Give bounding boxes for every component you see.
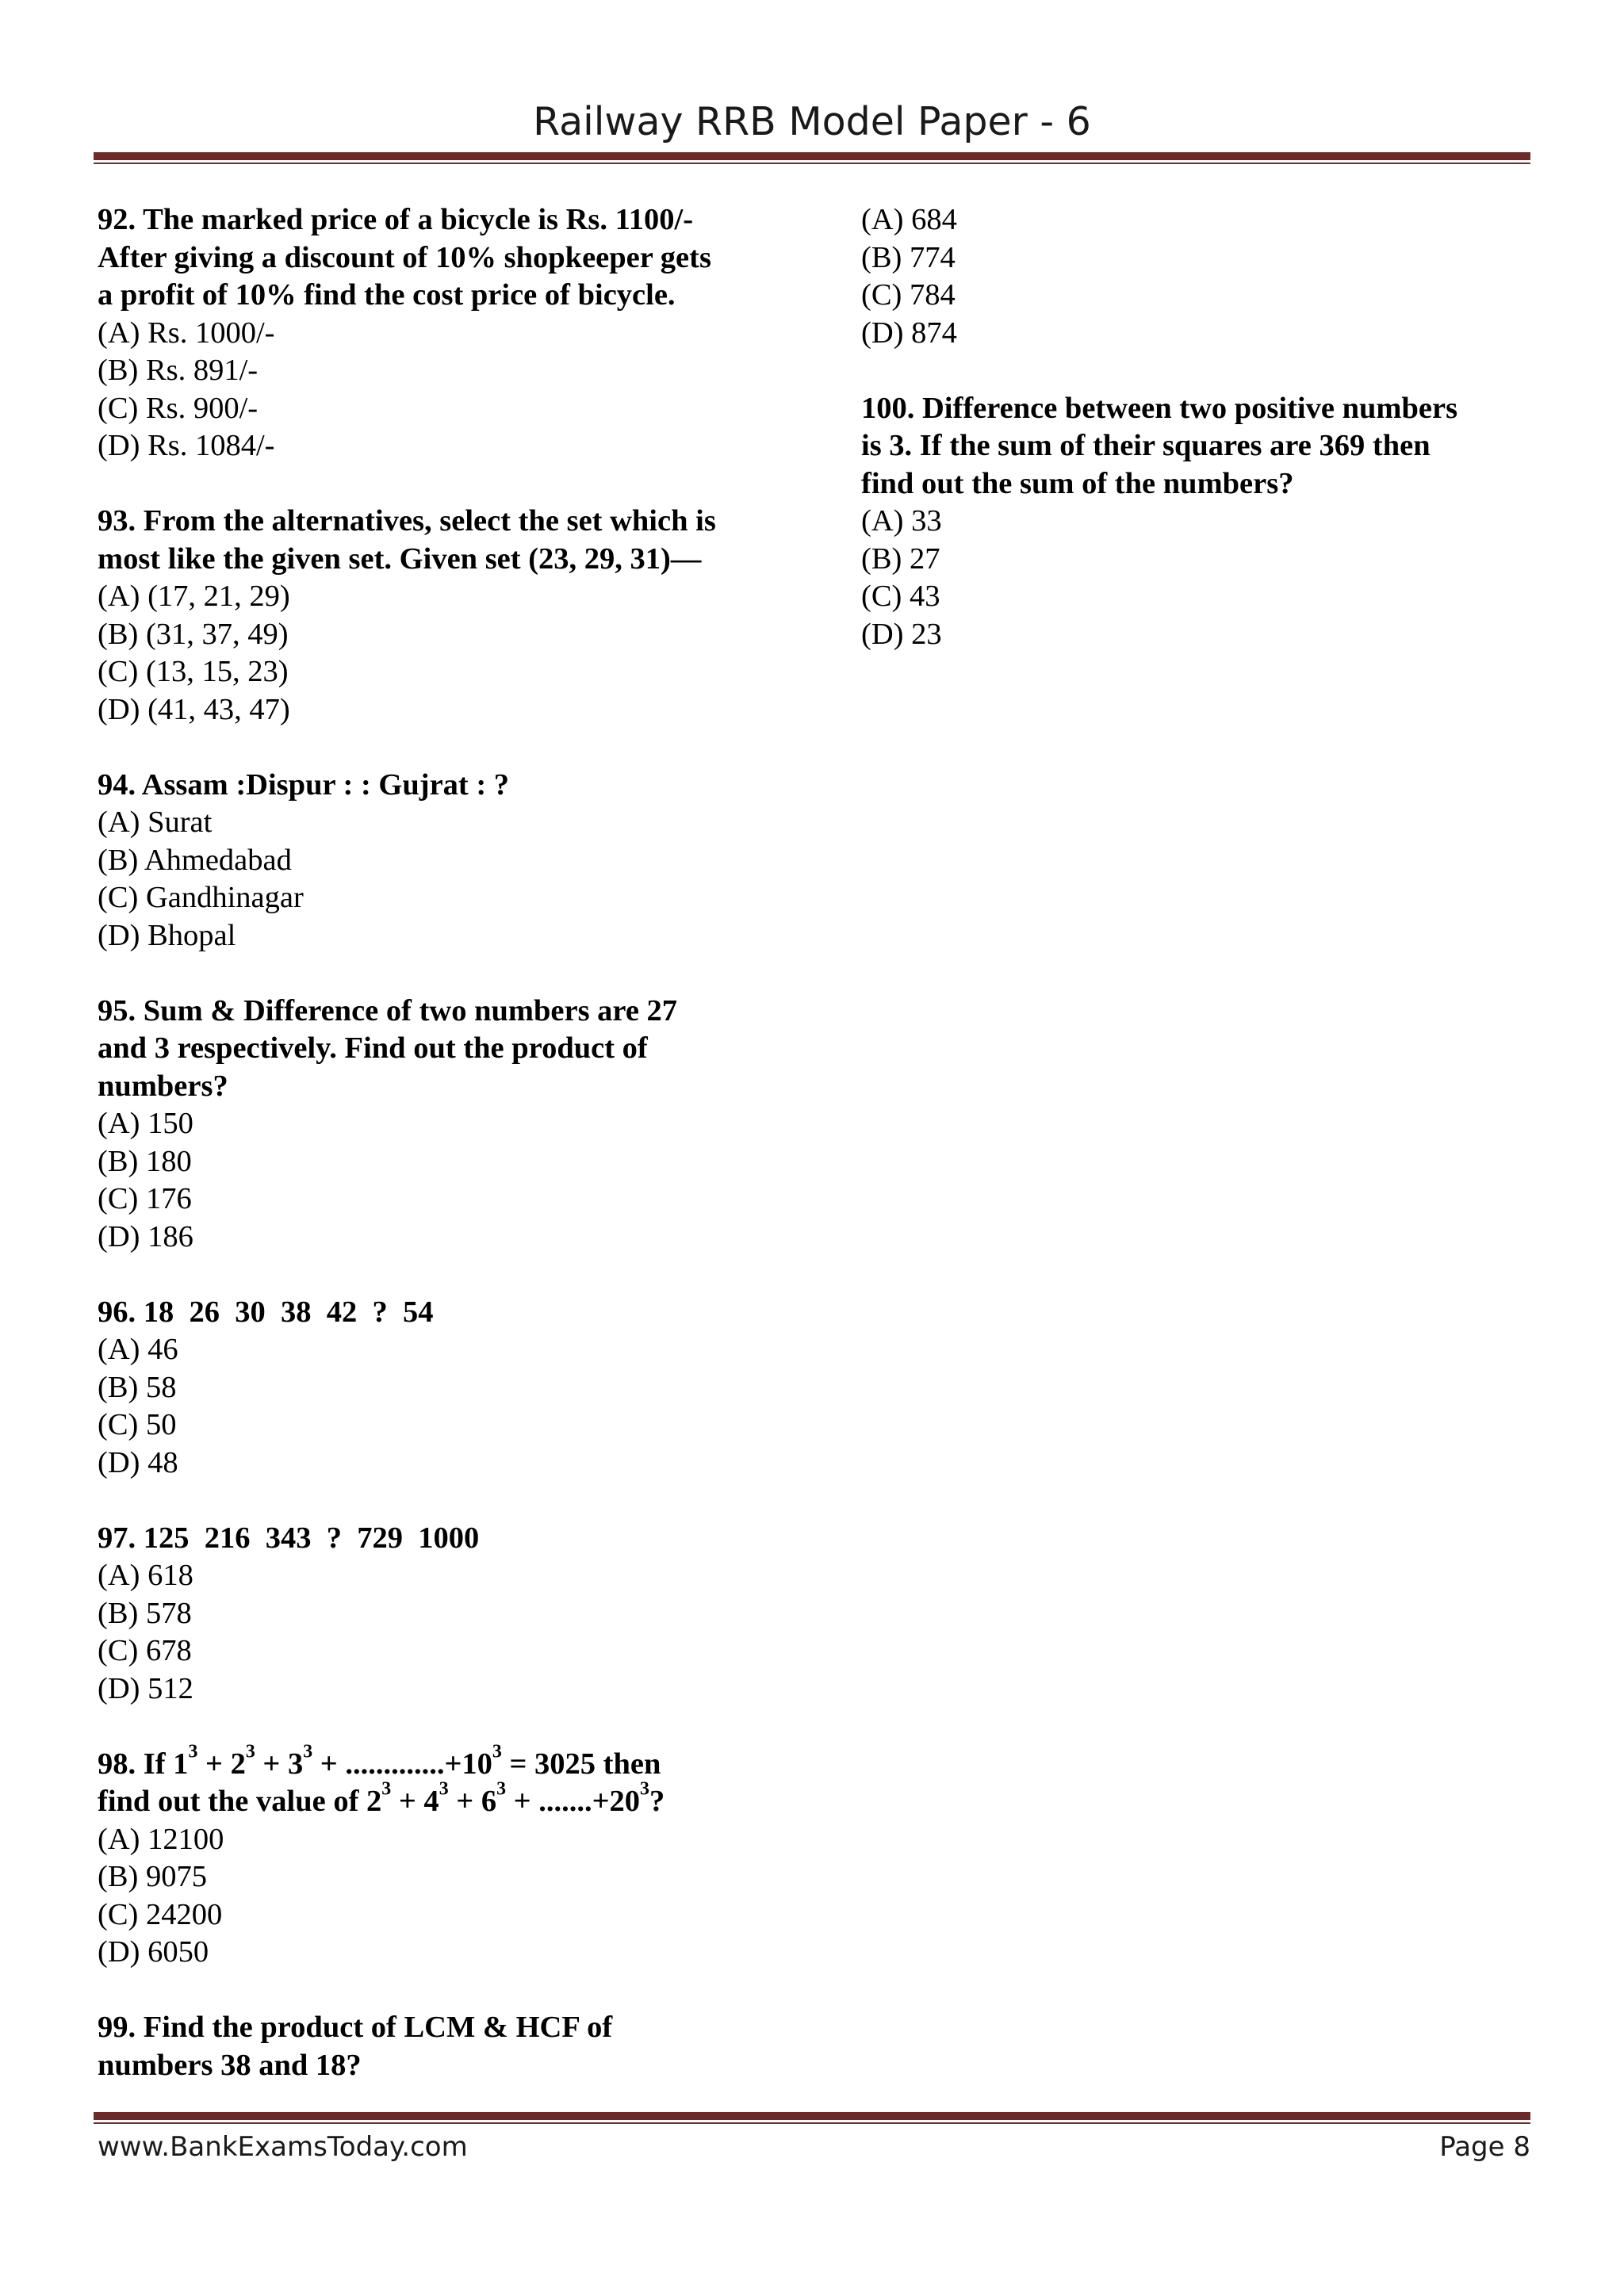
option-d: (D) Rs. 1084/- [98,429,275,462]
option-b: (B) 774 [861,240,956,274]
question-text: 95. Sum & Difference of two numbers are 27 [98,993,678,1027]
option-a: (A) 46 [98,1333,178,1366]
question-96 [98,1294,795,1483]
question-94 [98,767,795,955]
option-a: (A) 12100 [98,1822,224,1856]
question-text: 99. Find the product of LCM & HCF of [98,2011,613,2044]
option-d: (D) Bhopal [98,918,236,952]
question-text: 98. If $1^3 + 2^3 + 3^3 + .............+10^3 = 3025$ then [98,1741,661,1781]
question-text: numbers 38 and 18? [98,2048,362,2082]
option-a: (A) Rs. 1000/- [98,316,275,350]
option-b: (B) 58 [98,1370,177,1404]
option-c: (C) Rs. 900/- [98,391,259,425]
question-text: a profit of 10% find the cost price of bicycle. [98,278,676,312]
question-100 [861,390,1527,654]
option-b: (B) 27 [861,541,940,576]
question-text: 100. Difference between two positive numbers [861,391,1458,425]
option-b: (B) 9075 [98,1860,207,1893]
right-column [861,201,1527,691]
question-99 [98,2009,795,2084]
header-rule [94,152,1530,164]
option-b: (B) Ahmedabad [98,843,292,877]
option-d: (D) 186 [98,1219,193,1253]
question-93 [98,503,795,729]
option-c: (C) 43 [861,580,940,613]
question-text: and 3 respectively. Find out the product of [98,1031,648,1065]
question-text: find out the value of $2^3 + 4^3 + 6^3 + .......+20^3$? [98,1778,665,1818]
option-a: (A) 150 [98,1107,193,1140]
option-c: (C) 50 [98,1408,177,1441]
question-text: 92. The marked price of a bicycle is Rs. 1100/- [98,203,694,236]
option-d: (D) (41, 43, 47) [98,692,290,726]
option-c: (C) 784 [861,278,956,312]
option-c: (C) 176 [98,1182,192,1215]
option-c: (C) Gandhinagar [98,881,304,914]
option-b: (B) Rs. 891/- [98,354,259,387]
question-text: most like the given set. Given set (23, 29, 31)— [98,541,702,576]
option-c: (C) (13, 15, 23) [98,655,289,688]
footer-website: www.BankExamsToday.com [98,2131,468,2163]
question-99-options [861,201,1527,352]
question-95 [98,993,795,1257]
option-a: (A) 618 [98,1559,193,1592]
question-text: numbers? [98,1069,228,1103]
question-text: 94. Assam :Dispur : : Gujrat : ? [98,767,510,802]
left-column [98,201,795,2122]
option-a: (A) Surat [98,806,213,839]
option-d: (D) 6050 [98,1935,209,1969]
option-c: (C) 24200 [98,1897,223,1931]
option-b: (B) 180 [98,1144,192,1178]
question-text: 97. 125 216 343 ? 729 1000 [98,1521,480,1555]
question-98 [98,1741,795,1972]
option-d: (D) 512 [98,1671,193,1705]
question-text: 93. From the alternatives, select the set which is [98,504,716,538]
question-text: After giving a discount of 10% shopkeeper gets [98,240,711,274]
question-text: find out the sum of the numbers? [861,466,1294,500]
option-a: (A) (17, 21, 29) [98,580,290,613]
option-d: (D) 874 [861,316,957,350]
option-b: (B) 578 [98,1596,192,1630]
page-number: Page 8 [1439,2131,1530,2163]
question-92 [98,201,795,465]
footer-rule [94,2112,1530,2124]
page-title: Railway RRB Model Paper - 6 [533,99,1091,144]
question-text: is 3. If the sum of their squares are 369 then [861,429,1431,462]
option-a: (A) 33 [861,504,942,538]
option-a: (A) 684 [861,203,957,236]
question-text: 96. 18 26 30 38 42 ? 54 [98,1295,434,1329]
option-b: (B) (31, 37, 49) [98,617,289,651]
option-d: (D) 48 [98,1445,178,1479]
question-97 [98,1520,795,1709]
option-c: (C) 678 [98,1634,192,1667]
option-d: (D) 23 [861,617,942,651]
